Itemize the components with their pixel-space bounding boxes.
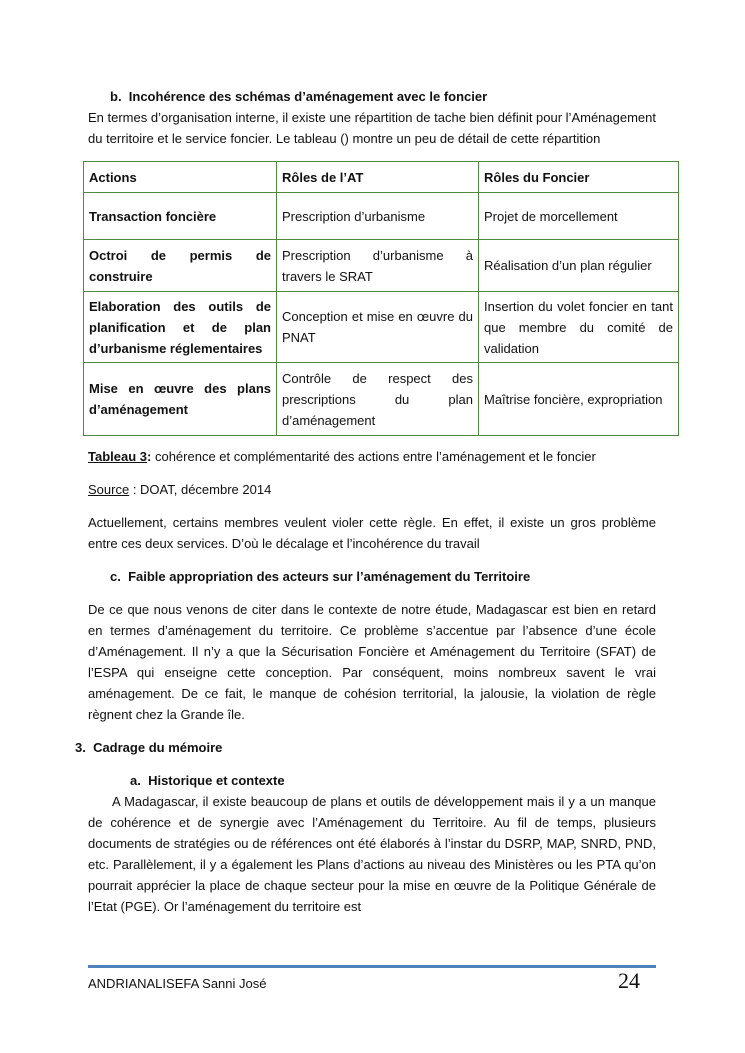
roles-table: [83, 161, 679, 436]
table-caption-colon: :: [147, 449, 152, 464]
table-row: [84, 292, 679, 363]
table-cell: Conception et mise en œuvre du PNAT: [277, 292, 479, 363]
page-body: [75, 86, 673, 917]
footer-author: ANDRIANALISEFA Sanni José: [88, 976, 267, 991]
section-a-paragraph: A Madagascar, il existe beaucoup de plans et outils de développement mais il y a un manque de cohérence et de synergie avec l’Aménagement du Territoire. Au fil de temps, plusieurs documents de stratégies ou de références ont été élaborés à l’instar du DSRP, MAP, SNRD, PND, etc. Parallèlement, il y a également les Plans d’actions au niveau des Ministères ou les PTA qu’on pourrait apprécier la place de chaque secteur pour la mise en œuvre de la Politique Générale de l’Etat (PGE). Or l’aménagement du territoire est: [88, 794, 656, 914]
table-cell: Projet de morcellement: [479, 193, 679, 240]
table-row: [84, 363, 679, 436]
footer-rule: [88, 965, 656, 968]
table-cell: Mise en œuvre des plans d’aménagement: [84, 363, 277, 436]
table-cell: Transaction foncière: [84, 193, 277, 240]
source-text: : DOAT, décembre 2014: [129, 482, 272, 497]
table-header-cell: Rôles du Foncier: [479, 162, 679, 193]
table-cell: Octroi de permis de construire: [84, 240, 277, 292]
table-cell: Prescription d’urbanisme: [277, 193, 479, 240]
section-c-paragraph: De ce que nous venons de citer dans le contexte de notre étude, Madagascar est bien en retard en termes d’aménagement du territoire. Ce problème s’accentue par l’absence d’une école d’Aménagement. Il n’y a que la Sécurisation Foncière et Aménagement du Territoire (SFAT) de l’ESPA qui enseigne cette conception. Par conséquent, moins nombreux savent le vrai aménagement. De ce fait, le manque de cohésion territorial, la jalousie, la violation de règle règnent chez la Grande île.: [88, 602, 656, 722]
paragraph-actuellement: Actuellement, certains membres veulent violer cette règle. En effet, il existe un gros problème entre ces deux services. D’où le décalage et l’incohérence du travail: [88, 515, 656, 551]
table-header-row: [84, 162, 679, 193]
table-caption-text: cohérence et complémentarité des actions entre l’aménagement et le foncier: [151, 449, 596, 464]
table-caption: [88, 446, 656, 467]
table-cell: Réalisation d’un plan régulier: [479, 240, 679, 292]
table-cell: Maîtrise foncière, expropriation: [479, 363, 679, 436]
table-row: [84, 193, 679, 240]
section-3-heading: 3. Cadrage du mémoire: [75, 740, 223, 755]
table-cell: Prescription d’urbanisme à travers le SRAT: [277, 240, 479, 292]
table-header-cell: Actions: [84, 162, 277, 193]
section-b-heading: b. Incohérence des schémas d’aménagement avec le foncier: [110, 89, 488, 104]
section-b-paragraph: En termes d’organisation interne, il existe une répartition de tache bien définit pour l’Aménagement du territoire et le service foncier. Le tableau () montre un peu de détail de cette répartition: [88, 110, 657, 146]
table-cell: Insertion du volet foncier en tant que membre du comité de validation: [479, 292, 679, 363]
table-cell: Elaboration des outils de planification et de plan d’urbanisme réglementaires: [84, 292, 277, 363]
table-source: [88, 479, 656, 500]
section-a-heading: a. Historique et contexte: [130, 773, 285, 788]
table-header-cell: Rôles de l’AT: [277, 162, 479, 193]
table-cell: Contrôle de respect des prescriptions du plan d’aménagement: [277, 363, 479, 436]
table-row: [84, 240, 679, 292]
section-c-heading: c. Faible appropriation des acteurs sur l’aménagement du Territoire: [110, 569, 531, 584]
table-caption-label: Tableau 3: [88, 449, 148, 464]
source-label: Source: [88, 482, 130, 497]
page-number: 24: [618, 968, 640, 993]
